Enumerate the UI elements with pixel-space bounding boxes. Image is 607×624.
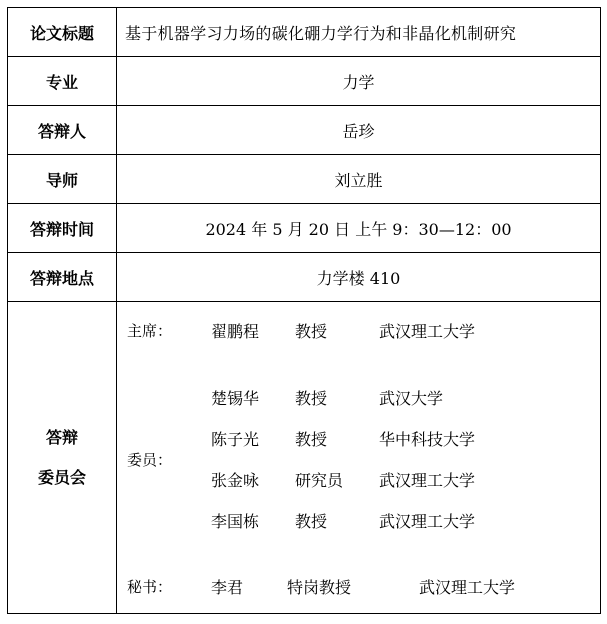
member-item (211, 500, 600, 541)
member-name: 陈子光 (211, 430, 260, 449)
row-major (8, 57, 601, 106)
major-value: 力学 (117, 57, 601, 106)
members-role: 委员： (127, 450, 173, 469)
chair-org: 武汉理工大学 (379, 322, 476, 341)
member-title: 教授 (295, 389, 328, 408)
secretary-org: 武汉理工大学 (419, 577, 516, 597)
defense-info-table (7, 7, 601, 614)
secretary-row (117, 559, 600, 613)
chair-name: 翟鹏程 (211, 322, 260, 341)
member-org: 武汉理工大学 (379, 471, 476, 490)
place-value: 力学楼 410 (117, 253, 601, 302)
row-place (8, 253, 601, 302)
time-label: 答辩时间 (8, 204, 117, 253)
member-org: 武汉理工大学 (379, 512, 476, 531)
secretary-people (203, 559, 600, 613)
secretary-role: 秘书： (127, 577, 173, 596)
title-value: 基于机器学习力场的碳化硼力学行为和非晶化机制研究 (117, 8, 601, 57)
major-label: 专业 (8, 57, 117, 106)
chair-role: 主席： (127, 322, 173, 340)
committee-label-line1: 答辩 (45, 427, 78, 447)
committee-label-line2: 委员会 (37, 467, 86, 487)
member-item (211, 459, 600, 500)
committee-cell (117, 302, 601, 614)
time-value: 2024 年 5 月 20 日 上午 9：30—12：00 (117, 204, 601, 253)
chair-person (211, 310, 600, 351)
secretary-person (211, 566, 600, 607)
member-org: 华中科技大学 (379, 430, 476, 449)
row-defender (8, 106, 601, 155)
row-advisor (8, 155, 601, 204)
defender-value: 岳珍 (117, 106, 601, 155)
members-row (117, 359, 600, 559)
title-label: 论文标题 (8, 8, 117, 57)
members-people (203, 359, 600, 559)
row-title (8, 8, 601, 57)
member-name: 李国栋 (211, 512, 260, 531)
row-time (8, 204, 601, 253)
advisor-value: 刘立胜 (117, 155, 601, 204)
advisor-label: 导师 (8, 155, 117, 204)
chair-title: 教授 (295, 322, 328, 341)
member-item (211, 377, 600, 418)
committee-table (117, 302, 600, 613)
secretary-name: 李君 (211, 577, 244, 597)
member-title: 教授 (295, 512, 328, 531)
member-org: 武汉大学 (379, 389, 444, 408)
committee-label (8, 302, 117, 614)
member-item (211, 418, 600, 459)
place-label: 答辩地点 (8, 253, 117, 302)
defender-label: 答辩人 (8, 106, 117, 155)
row-committee (8, 302, 601, 614)
member-name: 张金咏 (211, 471, 260, 490)
member-name: 楚锡华 (211, 389, 260, 408)
chair-people (203, 302, 600, 359)
member-title: 教授 (295, 430, 328, 449)
chair-row (117, 302, 600, 359)
member-title: 研究员 (295, 471, 344, 490)
secretary-title: 特岗教授 (287, 577, 352, 597)
